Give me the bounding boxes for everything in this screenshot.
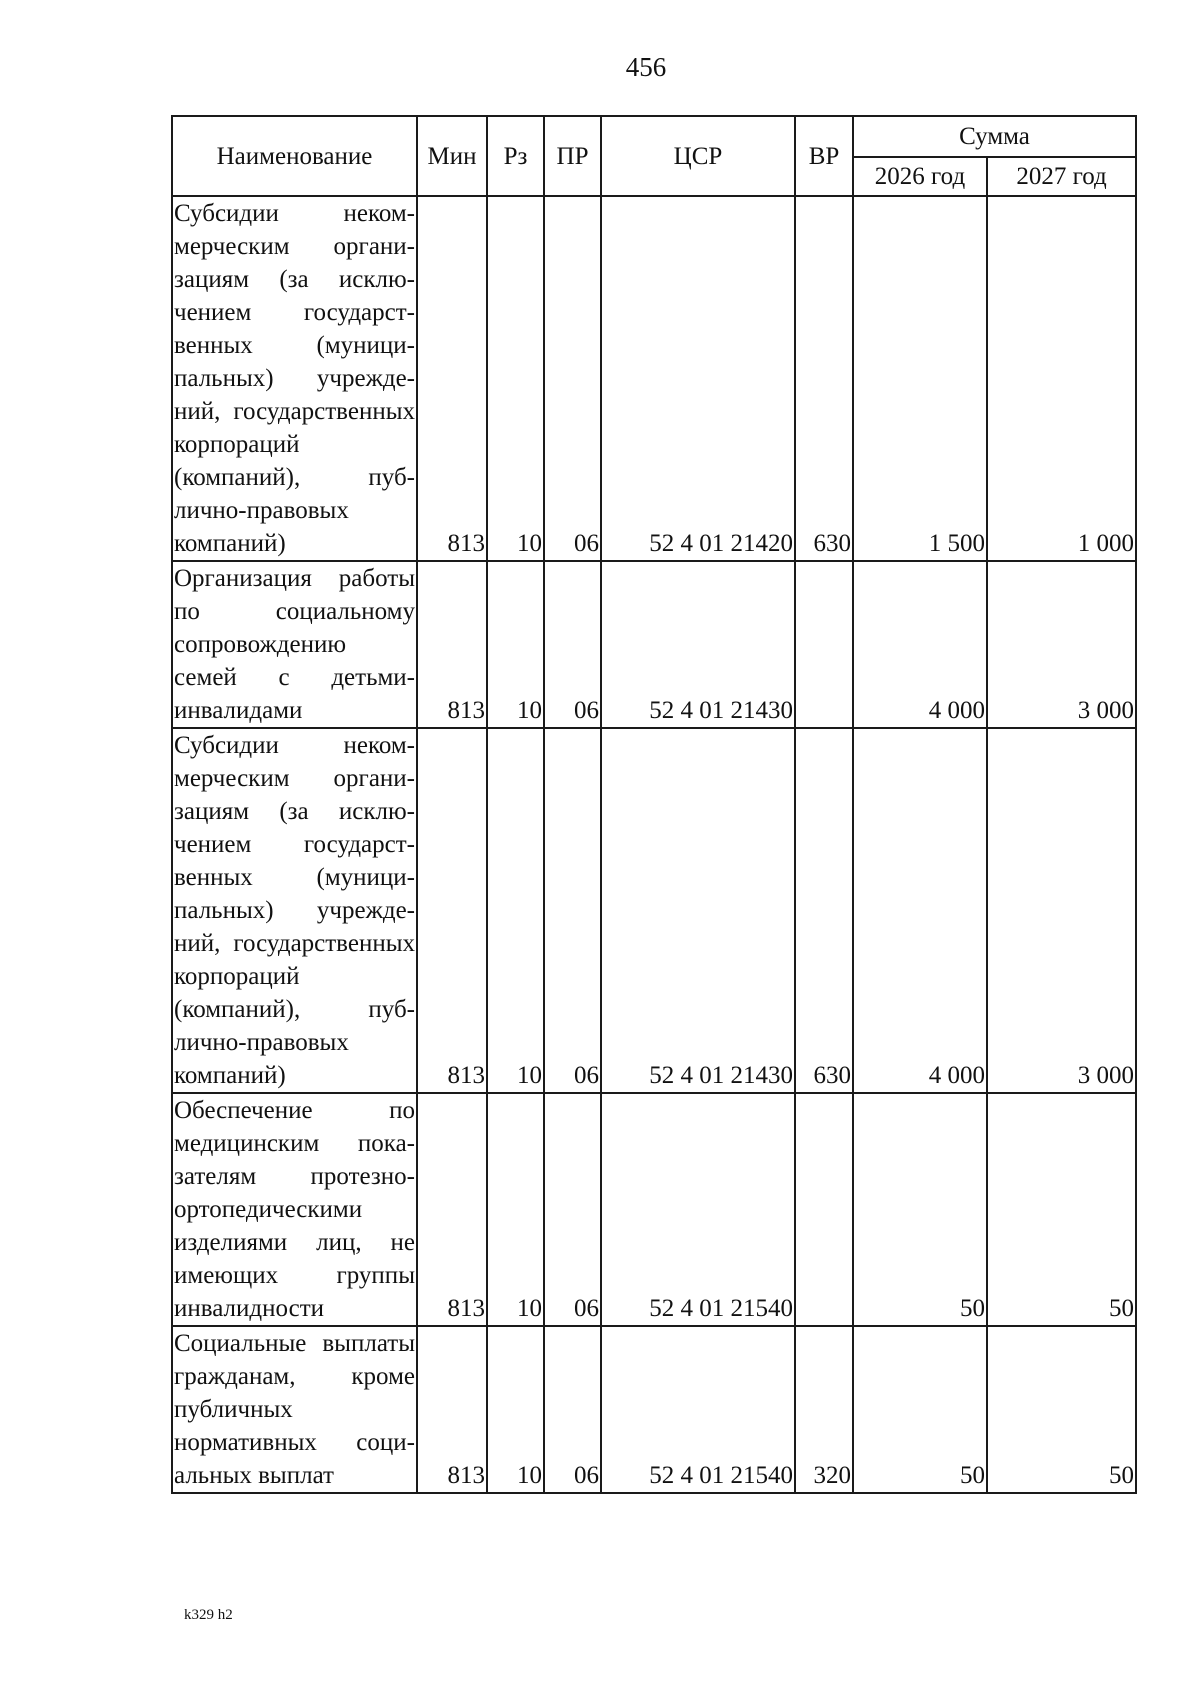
- table-row: [172, 561, 1136, 728]
- row-min: 813: [417, 561, 487, 728]
- row-sum-2027: 3 000: [987, 728, 1136, 1093]
- row-rz: 10: [487, 1093, 544, 1326]
- header-year-2026: 2026 год: [853, 157, 987, 196]
- row-name: Организация работы по социальному сопровождению семей с детьми-инвалидами: [172, 561, 417, 728]
- header-name: Наименование: [172, 116, 417, 196]
- row-name: Обеспечение по медицинским показателям протезно-ортопедическими изделиями лиц, не имеющих группы инвалидности: [172, 1093, 417, 1326]
- row-pr: 06: [544, 196, 601, 561]
- table-row: [172, 196, 1136, 561]
- row-rz: 10: [487, 1326, 544, 1493]
- row-rz: 10: [487, 196, 544, 561]
- header-csr: ЦСР: [601, 116, 795, 196]
- row-vr: 320: [795, 1326, 853, 1493]
- row-csr: 52 4 01 21540: [601, 1326, 795, 1493]
- row-rz: 10: [487, 561, 544, 728]
- header-sum: Сумма: [853, 116, 1136, 157]
- row-sum-2027: 3 000: [987, 561, 1136, 728]
- page-number: 456: [625, 52, 667, 82]
- header-rz: Рз: [487, 116, 544, 196]
- row-min: 813: [417, 1093, 487, 1326]
- row-csr: 52 4 01 21430: [601, 561, 795, 728]
- header-pr: ПР: [544, 116, 601, 196]
- row-pr: 06: [544, 1093, 601, 1326]
- table-row: [172, 1326, 1136, 1493]
- row-sum-2027: 1 000: [987, 196, 1136, 561]
- row-sum-2027: 50: [987, 1326, 1136, 1493]
- header-min: Мин: [417, 116, 487, 196]
- row-pr: 06: [544, 728, 601, 1093]
- row-sum-2027: 50: [987, 1093, 1136, 1326]
- row-vr: 630: [795, 196, 853, 561]
- row-name: Субсидии некоммерческим организациям (за исключением государственных (муниципальных) учреждений, государственных корпораций (компаний), публично-правовых компаний): [172, 728, 417, 1093]
- row-csr: 52 4 01 21430: [601, 728, 795, 1093]
- row-vr: 630: [795, 728, 853, 1093]
- row-name: Социальные выплаты гражданам, кроме публичных нормативных социальных выплат: [172, 1326, 417, 1493]
- row-sum-2026: 1 500: [853, 196, 987, 561]
- row-min: 813: [417, 1326, 487, 1493]
- row-sum-2026: 4 000: [853, 728, 987, 1093]
- row-rz: 10: [487, 728, 544, 1093]
- row-sum-2026: 50: [853, 1093, 987, 1326]
- header-year-2027: 2027 год: [987, 157, 1136, 196]
- row-min: 813: [417, 728, 487, 1093]
- table-row: [172, 1093, 1136, 1326]
- table-row: [172, 728, 1136, 1093]
- row-vr: [795, 1093, 853, 1326]
- row-csr: 52 4 01 21420: [601, 196, 795, 561]
- row-pr: 06: [544, 1326, 601, 1493]
- row-sum-2026: 4 000: [853, 561, 987, 728]
- header-vr: ВР: [795, 116, 853, 196]
- row-vr: [795, 561, 853, 728]
- row-csr: 52 4 01 21540: [601, 1093, 795, 1326]
- row-min: 813: [417, 196, 487, 561]
- row-name: Субсидии некоммерческим организациям (за исключением государственных (муниципальных) учреждений, государственных корпораций (компаний), публично-правовых компаний): [172, 196, 417, 561]
- footer-code: k329 h2: [184, 1607, 233, 1623]
- row-pr: 06: [544, 561, 601, 728]
- budget-table: [171, 115, 1137, 1494]
- row-sum-2026: 50: [853, 1326, 987, 1493]
